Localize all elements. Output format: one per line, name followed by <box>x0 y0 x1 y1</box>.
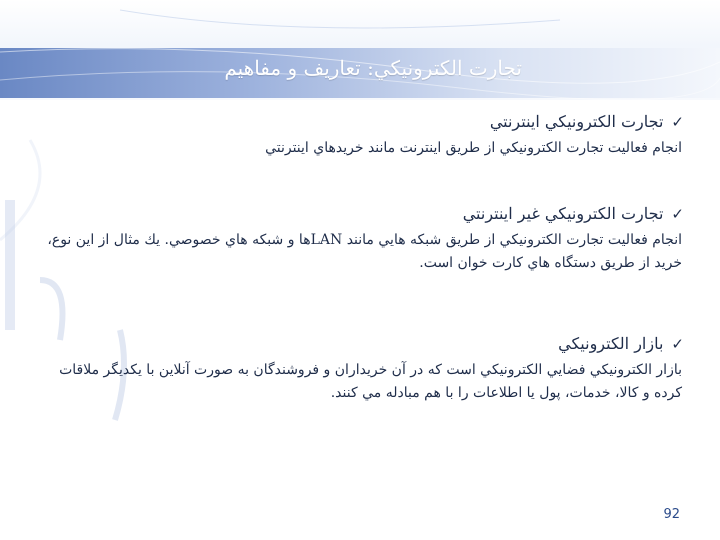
bullet-heading <box>36 334 684 353</box>
section-heading: تجارت الكترونيكي اينترنتي <box>489 112 664 131</box>
header-decoration <box>0 0 720 100</box>
section-non-internet-ecommerce <box>36 200 684 275</box>
section-text: انجام فعاليت تجارت الكترونيكي از طريق اينترنت مانند خريدهاي اينترنتي <box>265 140 682 156</box>
slide-title: تجارت الكترونيكي: تعاريف و مفاهيم <box>224 56 522 80</box>
page-number: 92 <box>663 507 680 522</box>
section-heading: بازار الكترونيكي <box>558 334 664 353</box>
bullet-heading <box>36 112 684 131</box>
section-heading: تجارت الكترونيكي غير اينترنتي <box>462 204 664 223</box>
bullet-heading <box>36 204 684 223</box>
check-mark-icon: ✓ <box>671 335 684 353</box>
section-electronic-market <box>36 330 684 405</box>
section-internet-ecommerce <box>36 108 684 160</box>
header <box>0 0 720 100</box>
section-text: انجام فعاليت تجارت الكترونيكي از طريق شبكه هايي مانند LANها و شبكه هاي خصوصي. يك مثال از اين نوع، خريد از طريق دستگاه هاي كارت خوان است. <box>47 232 682 271</box>
check-mark-icon: ✓ <box>671 113 684 131</box>
section-text: بازار الكترونيكي فضايي الكترونيكي است كه در آن خريداران و فروشندگان به صورت آنلاين با يكديگر ملاقات كرده و كالا، خدمات، پول يا اطلاعات را با هم مبادله مي كنند. <box>59 362 682 401</box>
check-mark-icon: ✓ <box>671 205 684 223</box>
